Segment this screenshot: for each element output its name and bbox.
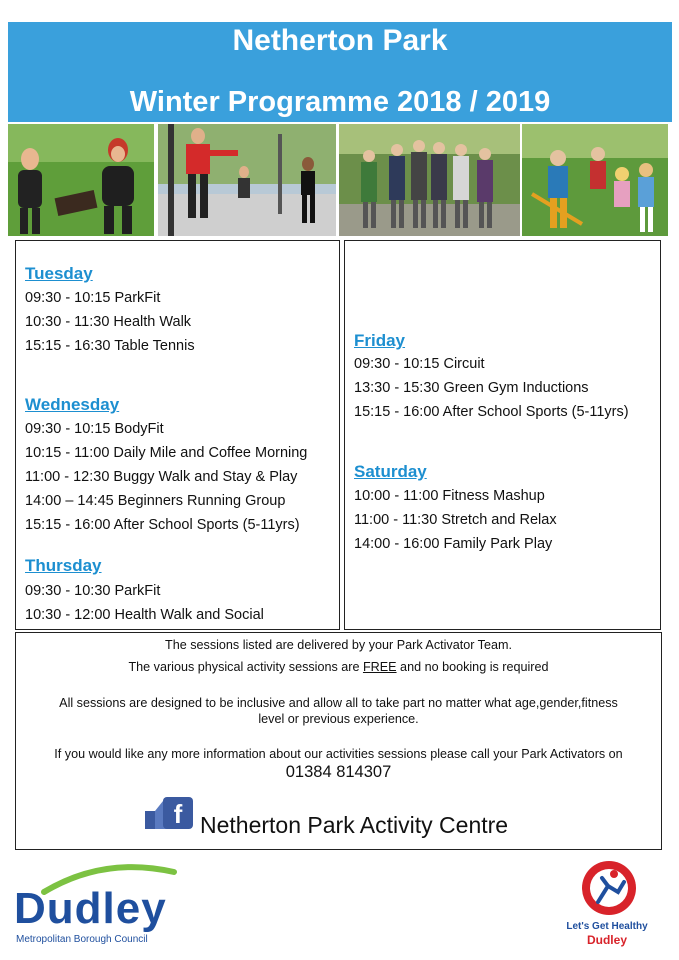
session-item: 11:00 - 11:30 Stretch and Relax [354, 512, 557, 528]
session-item: 10:15 - 11:00 Daily Mile and Coffee Morning [25, 445, 308, 461]
day-heading-tuesday: Tuesday [25, 264, 93, 283]
lets-get-healthy-logo [552, 858, 662, 950]
session-item: 14:00 - 16:00 Family Park Play [354, 536, 553, 552]
session-item: 15:15 - 16:30 Table Tennis [25, 338, 195, 354]
info-line: The sessions listed are delivered by your Park Activator Team. [165, 638, 512, 652]
dudley-subtitle: Metropolitan Borough Council [16, 934, 148, 945]
photo-bodyfit-class-icon [158, 124, 336, 236]
photo-health-walk-icon [339, 124, 520, 236]
session-item: 09:30 - 10:15 Circuit [354, 356, 485, 372]
session-item: 14:00 – 14:45 Beginners Running Group [25, 493, 286, 509]
session-item: 13:30 - 15:30 Green Gym Inductions [354, 380, 589, 396]
info-line: All sessions are designed to be inclusive and allow all to take part no matter what age,gender,fitness [59, 696, 618, 710]
session-item: 10:30 - 11:30 Health Walk [25, 314, 192, 330]
photo-women-exercising-icon [8, 124, 154, 236]
photo-strip [8, 124, 668, 236]
info-text: The various physical activity sessions are [128, 660, 363, 674]
activity-centre-name: Netherton Park Activity Centre [200, 812, 509, 838]
day-heading-wednesday: Wednesday [25, 395, 120, 414]
schedule-right-panel [344, 240, 661, 630]
header-banner [8, 22, 672, 122]
day-heading-thursday: Thursday [25, 556, 102, 575]
dudley-wordmark: Dudley [14, 884, 167, 933]
facebook-letter: f [173, 799, 183, 829]
lgh-text: Let's Get Healthy [566, 921, 648, 932]
info-text: and no booking is required [396, 660, 549, 674]
session-item: 15:15 - 16:00 After School Sports (5-11yrs) [354, 404, 629, 420]
page-title: Netherton Park [232, 24, 448, 57]
session-item: 11:00 - 12:30 Buggy Walk and Stay & Play [25, 469, 298, 485]
free-text: FREE [362, 660, 397, 674]
info-line-free [16, 660, 661, 674]
session-item: 15:15 - 16:00 After School Sports (5-11yrs) [25, 517, 300, 533]
session-item: 09:30 - 10:15 ParkFit [25, 290, 161, 306]
session-item: 09:30 - 10:15 BodyFit [25, 421, 164, 437]
page-subtitle: Winter Programme 2018 / 2019 [129, 86, 551, 118]
info-line: level or previous experience. [258, 712, 419, 726]
lgh-text-dudley: Dudley [586, 933, 627, 947]
photo-children-sports-icon [522, 124, 668, 236]
facebook-like-icon[interactable] [143, 795, 195, 836]
day-heading-friday: Friday [354, 331, 406, 350]
dudley-council-logo [14, 862, 184, 950]
session-item: 09:30 - 10:30 ParkFit [25, 583, 161, 599]
session-item: 10:30 - 12:00 Health Walk and Social [25, 607, 264, 623]
day-heading-saturday: Saturday [354, 462, 427, 481]
info-line: If you would like any more information about our activities sessions please call your Park Activators on [54, 747, 623, 761]
phone-number: 01384 814307 [285, 763, 392, 781]
session-item: 10:00 - 11:00 Fitness Mashup [354, 488, 545, 504]
schedule-left-panel [15, 240, 340, 630]
